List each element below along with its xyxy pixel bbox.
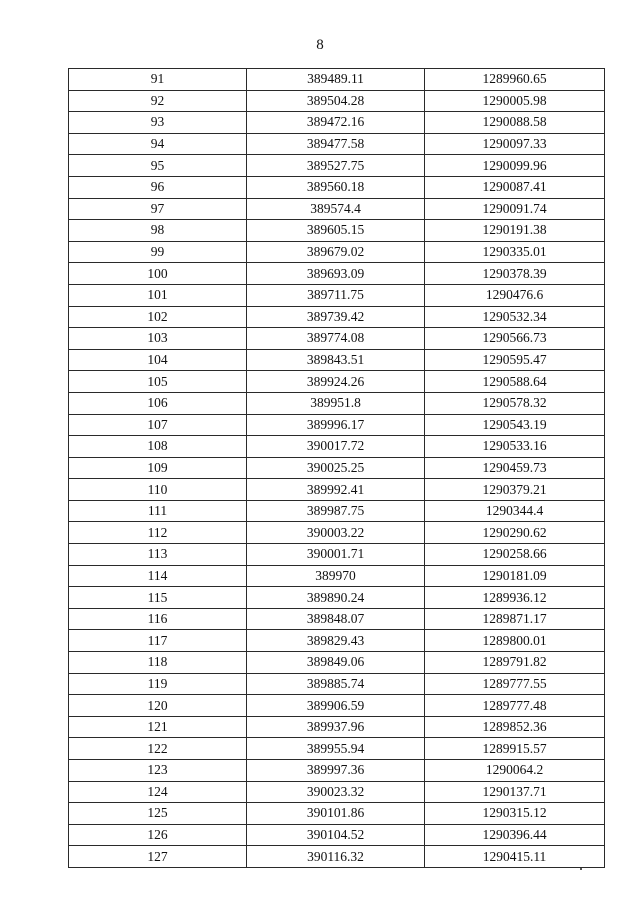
x-coordinate-cell: 390104.52 — [247, 824, 425, 846]
x-coordinate-cell: 389504.28 — [247, 90, 425, 112]
y-coordinate-cell: 1290379.21 — [425, 479, 605, 501]
y-coordinate-cell: 1289936.12 — [425, 587, 605, 609]
y-coordinate-cell: 1290091.74 — [425, 198, 605, 220]
point-number-cell: 103 — [69, 328, 247, 350]
x-coordinate-cell: 389924.26 — [247, 371, 425, 393]
y-coordinate-cell: 1290087.41 — [425, 176, 605, 198]
x-coordinate-cell: 389997.36 — [247, 760, 425, 782]
point-number-cell: 112 — [69, 522, 247, 544]
y-coordinate-cell: 1290335.01 — [425, 241, 605, 263]
y-coordinate-cell: 1289871.17 — [425, 608, 605, 630]
point-number-cell: 96 — [69, 176, 247, 198]
table-row — [69, 263, 605, 285]
table-row — [69, 414, 605, 436]
point-number-cell: 104 — [69, 349, 247, 371]
y-coordinate-cell: 1290181.09 — [425, 565, 605, 587]
table-row — [69, 760, 605, 782]
table-row — [69, 824, 605, 846]
y-coordinate-cell: 1290396.44 — [425, 824, 605, 846]
y-coordinate-cell: 1290064.2 — [425, 760, 605, 782]
x-coordinate-cell: 389774.08 — [247, 328, 425, 350]
point-number-cell: 121 — [69, 716, 247, 738]
point-number-cell: 115 — [69, 587, 247, 609]
point-number-cell: 105 — [69, 371, 247, 393]
x-coordinate-cell: 389605.15 — [247, 220, 425, 242]
table-row — [69, 565, 605, 587]
table-row — [69, 371, 605, 393]
point-number-cell: 94 — [69, 133, 247, 155]
point-number-cell: 111 — [69, 500, 247, 522]
x-coordinate-cell: 389906.59 — [247, 695, 425, 717]
x-coordinate-cell: 389693.09 — [247, 263, 425, 285]
table-row — [69, 738, 605, 760]
y-coordinate-cell: 1290588.64 — [425, 371, 605, 393]
y-coordinate-cell: 1290315.12 — [425, 803, 605, 825]
point-number-cell: 118 — [69, 652, 247, 674]
table-row — [69, 803, 605, 825]
y-coordinate-cell: 1289915.57 — [425, 738, 605, 760]
table-row — [69, 479, 605, 501]
table-row — [69, 500, 605, 522]
y-coordinate-cell: 1289791.82 — [425, 652, 605, 674]
coordinate-table — [68, 68, 605, 868]
y-coordinate-cell: 1290476.6 — [425, 284, 605, 306]
x-coordinate-cell: 390001.71 — [247, 544, 425, 566]
point-number-cell: 127 — [69, 846, 247, 868]
point-number-cell: 110 — [69, 479, 247, 501]
y-coordinate-cell: 1289852.36 — [425, 716, 605, 738]
point-number-cell: 117 — [69, 630, 247, 652]
x-coordinate-cell: 389992.41 — [247, 479, 425, 501]
y-coordinate-cell: 1289800.01 — [425, 630, 605, 652]
point-number-cell: 98 — [69, 220, 247, 242]
y-coordinate-cell: 1289777.55 — [425, 673, 605, 695]
y-coordinate-cell: 1290290.62 — [425, 522, 605, 544]
table-row — [69, 90, 605, 112]
scan-speck — [580, 868, 582, 870]
point-number-cell: 97 — [69, 198, 247, 220]
y-coordinate-cell: 1290578.32 — [425, 392, 605, 414]
table-row — [69, 392, 605, 414]
point-number-cell: 116 — [69, 608, 247, 630]
table-row — [69, 69, 605, 91]
table-row — [69, 306, 605, 328]
table-row — [69, 328, 605, 350]
y-coordinate-cell: 1290099.96 — [425, 155, 605, 177]
point-number-cell: 122 — [69, 738, 247, 760]
table-row — [69, 198, 605, 220]
page-number: 8 — [316, 37, 324, 53]
x-coordinate-cell: 389574.4 — [247, 198, 425, 220]
point-number-cell: 123 — [69, 760, 247, 782]
point-number-cell: 113 — [69, 544, 247, 566]
table-row — [69, 241, 605, 263]
coordinate-table-body — [69, 69, 605, 868]
y-coordinate-cell: 1289777.48 — [425, 695, 605, 717]
y-coordinate-cell: 1290533.16 — [425, 436, 605, 458]
y-coordinate-cell: 1290258.66 — [425, 544, 605, 566]
point-number-cell: 120 — [69, 695, 247, 717]
table-row — [69, 846, 605, 868]
x-coordinate-cell: 389527.75 — [247, 155, 425, 177]
x-coordinate-cell: 389885.74 — [247, 673, 425, 695]
point-number-cell: 109 — [69, 457, 247, 479]
x-coordinate-cell: 389679.02 — [247, 241, 425, 263]
y-coordinate-cell: 1290378.39 — [425, 263, 605, 285]
x-coordinate-cell: 390017.72 — [247, 436, 425, 458]
x-coordinate-cell: 389848.07 — [247, 608, 425, 630]
point-number-cell: 125 — [69, 803, 247, 825]
y-coordinate-cell: 1290415.11 — [425, 846, 605, 868]
x-coordinate-cell: 389849.06 — [247, 652, 425, 674]
y-coordinate-cell: 1290191.38 — [425, 220, 605, 242]
y-coordinate-cell: 1290005.98 — [425, 90, 605, 112]
table-row — [69, 457, 605, 479]
x-coordinate-cell: 389477.58 — [247, 133, 425, 155]
table-row — [69, 436, 605, 458]
y-coordinate-cell: 1290459.73 — [425, 457, 605, 479]
x-coordinate-cell: 390023.32 — [247, 781, 425, 803]
point-number-cell: 102 — [69, 306, 247, 328]
point-number-cell: 99 — [69, 241, 247, 263]
x-coordinate-cell: 389890.24 — [247, 587, 425, 609]
x-coordinate-cell: 390025.25 — [247, 457, 425, 479]
point-number-cell: 106 — [69, 392, 247, 414]
table-row — [69, 587, 605, 609]
point-number-cell: 101 — [69, 284, 247, 306]
x-coordinate-cell: 389843.51 — [247, 349, 425, 371]
y-coordinate-cell: 1290595.47 — [425, 349, 605, 371]
table-row — [69, 176, 605, 198]
x-coordinate-cell: 389489.11 — [247, 69, 425, 91]
y-coordinate-cell: 1290137.71 — [425, 781, 605, 803]
point-number-cell: 126 — [69, 824, 247, 846]
y-coordinate-cell: 1290097.33 — [425, 133, 605, 155]
point-number-cell: 91 — [69, 69, 247, 91]
y-coordinate-cell: 1290532.34 — [425, 306, 605, 328]
y-coordinate-cell: 1290088.58 — [425, 112, 605, 134]
y-coordinate-cell: 1290543.19 — [425, 414, 605, 436]
table-row — [69, 522, 605, 544]
table-row — [69, 630, 605, 652]
x-coordinate-cell: 389829.43 — [247, 630, 425, 652]
table-row — [69, 652, 605, 674]
table-row — [69, 608, 605, 630]
table-row — [69, 284, 605, 306]
point-number-cell: 119 — [69, 673, 247, 695]
table-row — [69, 112, 605, 134]
point-number-cell: 107 — [69, 414, 247, 436]
x-coordinate-cell: 389711.75 — [247, 284, 425, 306]
x-coordinate-cell: 389970 — [247, 565, 425, 587]
point-number-cell: 114 — [69, 565, 247, 587]
point-number-cell: 124 — [69, 781, 247, 803]
point-number-cell: 93 — [69, 112, 247, 134]
y-coordinate-cell: 1290344.4 — [425, 500, 605, 522]
x-coordinate-cell: 390101.86 — [247, 803, 425, 825]
table-row — [69, 133, 605, 155]
x-coordinate-cell: 389937.96 — [247, 716, 425, 738]
point-number-cell: 100 — [69, 263, 247, 285]
point-number-cell: 92 — [69, 90, 247, 112]
table-row — [69, 716, 605, 738]
y-coordinate-cell: 1289960.65 — [425, 69, 605, 91]
x-coordinate-cell: 389472.16 — [247, 112, 425, 134]
x-coordinate-cell: 389560.18 — [247, 176, 425, 198]
table-row — [69, 220, 605, 242]
x-coordinate-cell: 390003.22 — [247, 522, 425, 544]
x-coordinate-cell: 389955.94 — [247, 738, 425, 760]
x-coordinate-cell: 389987.75 — [247, 500, 425, 522]
table-row — [69, 155, 605, 177]
point-number-cell: 108 — [69, 436, 247, 458]
table-row — [69, 673, 605, 695]
table-row — [69, 544, 605, 566]
x-coordinate-cell: 389996.17 — [247, 414, 425, 436]
table-row — [69, 781, 605, 803]
table-row — [69, 349, 605, 371]
table-row — [69, 695, 605, 717]
point-number-cell: 95 — [69, 155, 247, 177]
y-coordinate-cell: 1290566.73 — [425, 328, 605, 350]
x-coordinate-cell: 389739.42 — [247, 306, 425, 328]
x-coordinate-cell: 389951.8 — [247, 392, 425, 414]
x-coordinate-cell: 390116.32 — [247, 846, 425, 868]
